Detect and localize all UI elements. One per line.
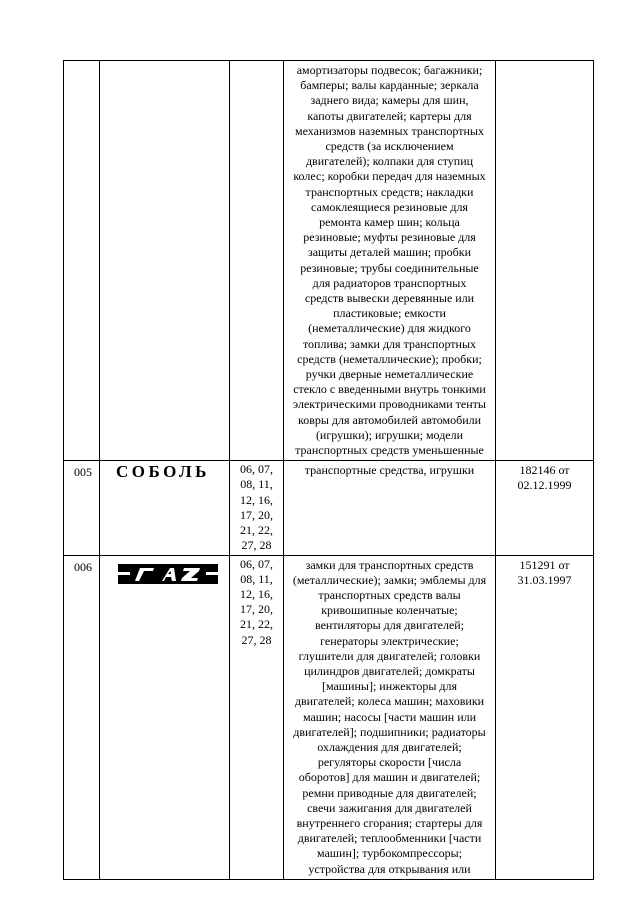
- text-line: 02.12.1999: [517, 478, 572, 493]
- text-line: ремни приводные для двигателей;: [302, 785, 477, 800]
- text-line: 27, 28: [241, 538, 272, 553]
- gaz-logo-image: [116, 563, 220, 585]
- text-line: 08, 11,: [240, 477, 273, 492]
- text-line: [машины]; инжекторы для: [321, 679, 458, 694]
- text-line: ручки дверные неметаллические: [305, 367, 474, 382]
- text-line: 21, 22,: [240, 523, 273, 538]
- text-line: транспортные средства, игрушки: [304, 463, 475, 478]
- classes-cell: [230, 555, 284, 879]
- text-line: транспортных средств уменьшенные: [295, 443, 484, 458]
- text-line: машин]; турбокомпрессоры;: [316, 846, 463, 861]
- text-line: двигателей; теплообменники [части: [297, 831, 482, 846]
- trademark-word-sobol: СОБОЛЬ: [116, 462, 210, 482]
- text-line: (металлические); замки; эмблемы для: [292, 572, 487, 587]
- text-line: транспортных средств; накладки: [305, 184, 474, 199]
- text-line: машин; насосы [части машин или: [302, 709, 477, 724]
- text-line: бамперы; валы карданные; зеркала: [300, 78, 479, 93]
- text-line: глушители для двигателей; головки: [298, 648, 481, 663]
- text-line: устройства для открывания или: [308, 861, 471, 876]
- text-line: ковры для автомобилей автомобили: [297, 412, 482, 427]
- text-line: транспортных средств валы: [318, 587, 461, 602]
- text-line: 17, 20,: [240, 602, 273, 617]
- text-line: средств вывески деревянные или: [304, 291, 475, 306]
- text-line: двигателей]; подшипники; радиаторы: [293, 724, 486, 739]
- text-line: регуляторы скорости [числа: [317, 755, 462, 770]
- text-line: резиновые; муфты резиновые для: [303, 230, 476, 245]
- goods-cell: [284, 461, 496, 555]
- text-line: 06, 07,: [240, 556, 273, 571]
- text-line: резиновые; трубы соединительные: [300, 260, 479, 275]
- text-line: электрическими проводниками тенты: [293, 397, 486, 412]
- text-line: внутреннего сгорания; стартеры для: [296, 815, 483, 830]
- classes-cell: [230, 461, 284, 555]
- table-row: [64, 555, 594, 879]
- text-line: для радиаторов транспортных: [312, 275, 467, 290]
- goods-cell: [284, 555, 496, 879]
- text-line: амортизаторы подвесок; багажники;: [296, 63, 483, 77]
- registration-cell: [496, 461, 594, 555]
- text-line: (игрушки); игрушки; модели: [315, 427, 464, 442]
- text-line: охлаждения для двигателей;: [317, 739, 462, 754]
- text-line: стекло с введенными внутрь тонкими: [293, 382, 486, 397]
- text-line: механизмов наземных транспортных: [295, 123, 484, 138]
- text-line: ремонта камер шин; кольца: [319, 215, 460, 230]
- text-line: оборотов] для машин и двигателей;: [298, 770, 481, 785]
- text-line: средств (за исключением: [325, 139, 454, 154]
- row-number-cell: 005: [64, 461, 100, 555]
- text-line: заднего вида; камеры для шин,: [310, 93, 469, 108]
- text-line: 31.03.1997: [517, 572, 572, 587]
- text-line: вентиляторы для двигателей;: [314, 618, 465, 633]
- text-line: двигателей; колеса машин; маховики: [294, 694, 485, 709]
- classes-cell: [230, 61, 284, 461]
- text-line: 182146 от: [519, 463, 570, 478]
- text-line: 27, 28: [241, 632, 272, 647]
- text-line: 12, 16,: [240, 492, 273, 507]
- text-line: 21, 22,: [240, 617, 273, 632]
- text-line: 17, 20,: [240, 507, 273, 522]
- text-line: 06, 07,: [240, 462, 273, 477]
- text-line: свечи зажигания для двигателей: [307, 800, 472, 815]
- text-line: защиты деталей машин; пробки: [307, 245, 472, 260]
- trademark-table: [63, 60, 594, 880]
- text-line: самоклеящиеся резиновые для: [311, 199, 468, 214]
- goods-cell: [284, 61, 496, 461]
- text-line: колес; коробки передач для наземных: [293, 169, 486, 184]
- text-line: пластиковые; емкости: [333, 306, 446, 321]
- text-line: 08, 11,: [240, 571, 273, 586]
- mark-cell: [100, 555, 230, 879]
- text-line: капоты двигателей; картеры для: [307, 108, 472, 123]
- mark-cell: [100, 61, 230, 461]
- text-line: 12, 16,: [240, 586, 273, 601]
- table-row: [64, 61, 594, 461]
- text-line: 151291 от: [519, 557, 570, 572]
- table-row: [64, 461, 594, 555]
- text-line: топлива; замки для транспортных: [302, 336, 477, 351]
- registration-cell: [496, 61, 594, 461]
- text-line: двигателей); колпаки для ступиц: [305, 154, 474, 169]
- registration-cell: [496, 555, 594, 879]
- text-line: кривошипные коленчатые;: [321, 603, 458, 618]
- text-line: цилиндров двигателей; домкраты: [304, 663, 475, 678]
- mark-cell: [100, 461, 230, 555]
- text-line: (неметаллические) для жидкого: [308, 321, 471, 336]
- text-line: средств (неметаллические); пробки;: [297, 351, 482, 366]
- row-number-cell: 006: [64, 555, 100, 879]
- row-number-cell: [64, 61, 100, 461]
- text-line: замки для транспортных средств: [305, 557, 474, 572]
- text-line: генераторы электрические;: [320, 633, 459, 648]
